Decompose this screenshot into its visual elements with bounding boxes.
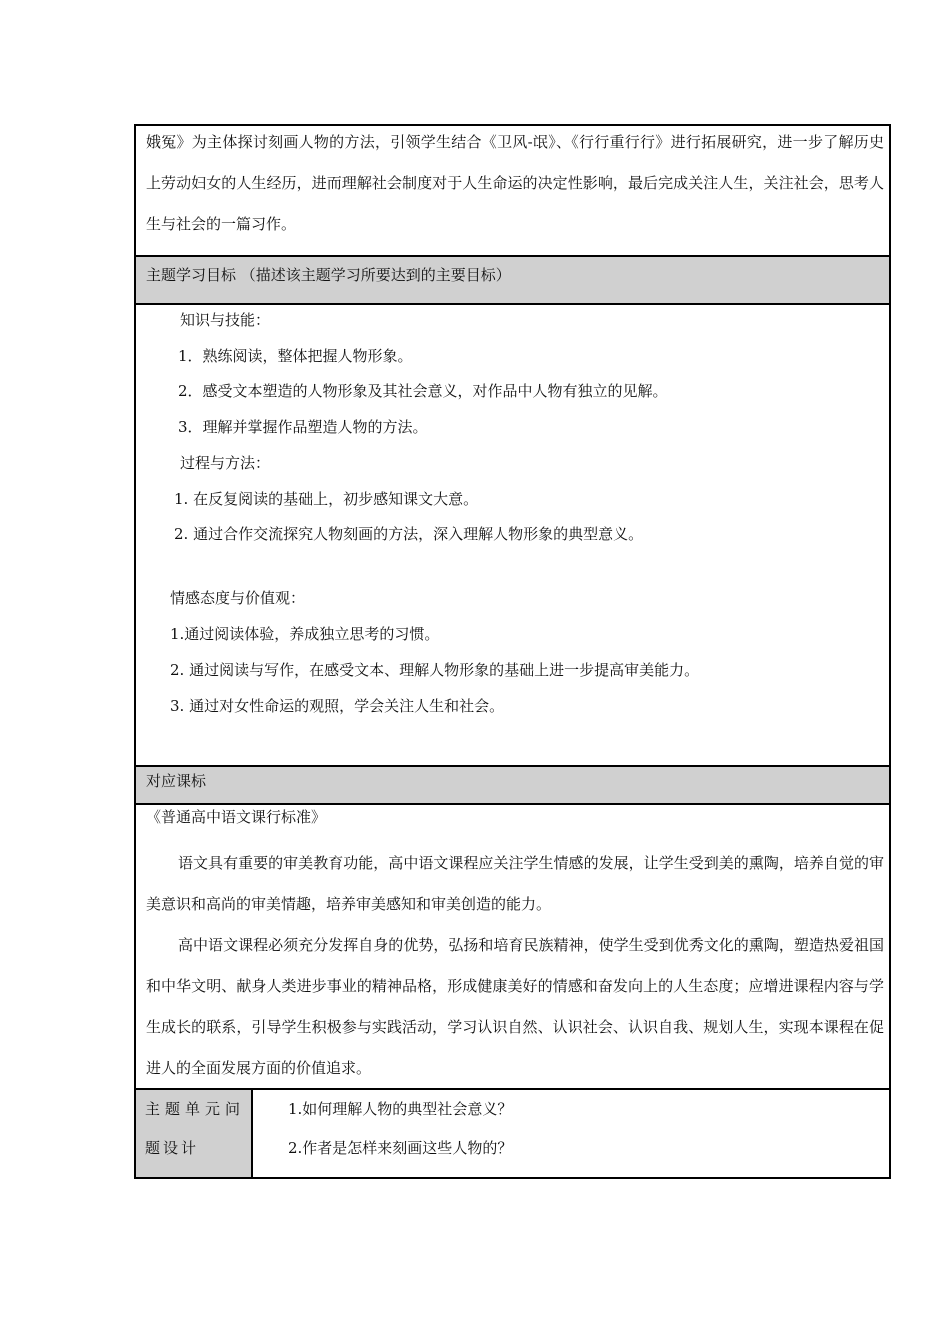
process-item: 1. 在反复阅读的基础上，初步感知课文大意。: [174, 490, 479, 508]
questions-label-line2: 题设计: [145, 1139, 200, 1157]
standards-content: [134, 805, 891, 1089]
divider: [134, 1177, 891, 1179]
emotion-item: 1.通过阅读体验，养成独立思考的习惯。: [170, 625, 440, 643]
goals-content: [134, 305, 891, 766]
standards-paragraph: 高中语文课程必须充分发挥自身的优势，弘扬和培育民族精神，使学生受到优秀文化的熏陶，塑造热爱祖国和中华文明、献身人类进步事业的精神品格，形成健康美好的情感和奋发向上的人生态度；应增进课程内容与学生成长的联系，引导学生积极参与实践活动，学习认识自然、认识社会、认识自我、规划人生，实现本课程在促进人的全面发展方面的价值追求。: [146, 936, 884, 1077]
standards-source: 《普通高中语文课行标准》: [146, 808, 327, 826]
standards-header: 对应课标: [146, 772, 207, 790]
column-divider: [251, 1090, 253, 1178]
emotion-item: 2. 通过阅读与写作，在感受文本、理解人物形象的基础上进一步提高审美能力。: [170, 661, 700, 679]
standards-paragraph: 语文具有重要的审美教育功能，高中语文课程应关注学生情感的发展，让学生受到美的熏陶，培养自觉的审美意识和高尚的审美情趣，培养审美感知和审美创造的能力。: [146, 854, 884, 913]
question-item: 2.作者是怎样来刻画这些人物的？: [288, 1139, 513, 1157]
divider: [134, 124, 891, 126]
questions-row: [134, 1090, 891, 1178]
knowledge-item: 3．理解并掌握作品塑造人物的方法。: [178, 418, 428, 436]
questions-label-line1: 主题单元问: [145, 1100, 246, 1118]
process-item: 2. 通过合作交流探究人物刻画的方法，深入理解人物形象的典型意义。: [174, 525, 644, 543]
process-title: 过程与方法：: [180, 454, 271, 472]
knowledge-item: 2．感受文本塑造的人物形象及其社会意义，对作品中人物有独立的见解。: [178, 382, 668, 400]
emotion-title: 情感态度与价值观：: [170, 589, 306, 607]
intro-paragraph: 娥冤》为主体探讨刻画人物的方法，引领学生结合《卫风-氓》、《行行重行行》进行拓展研究，进一步了解历史上劳动妇女的人生经历，进而理解社会制度对于人生命运的决定性影响，最后完成关注人生，关注社会，思考人生与社会的一篇习作。: [146, 133, 884, 233]
goals-header-cell: [134, 257, 891, 304]
question-item: 1.如何理解人物的典型社会意义？: [288, 1100, 513, 1118]
intro-section: [134, 124, 891, 256]
questions-label-cell: [136, 1090, 251, 1178]
goals-header: 主题学习目标 （描述该主题学习所要达到的主要目标）: [146, 266, 511, 284]
standards-header-cell: [134, 767, 891, 803]
knowledge-item: 1．熟练阅读，整体把握人物形象。: [178, 347, 413, 365]
emotion-item: 3. 通过对女性命运的观照，学会关注人生和社会。: [170, 697, 505, 715]
knowledge-title: 知识与技能：: [180, 311, 271, 329]
